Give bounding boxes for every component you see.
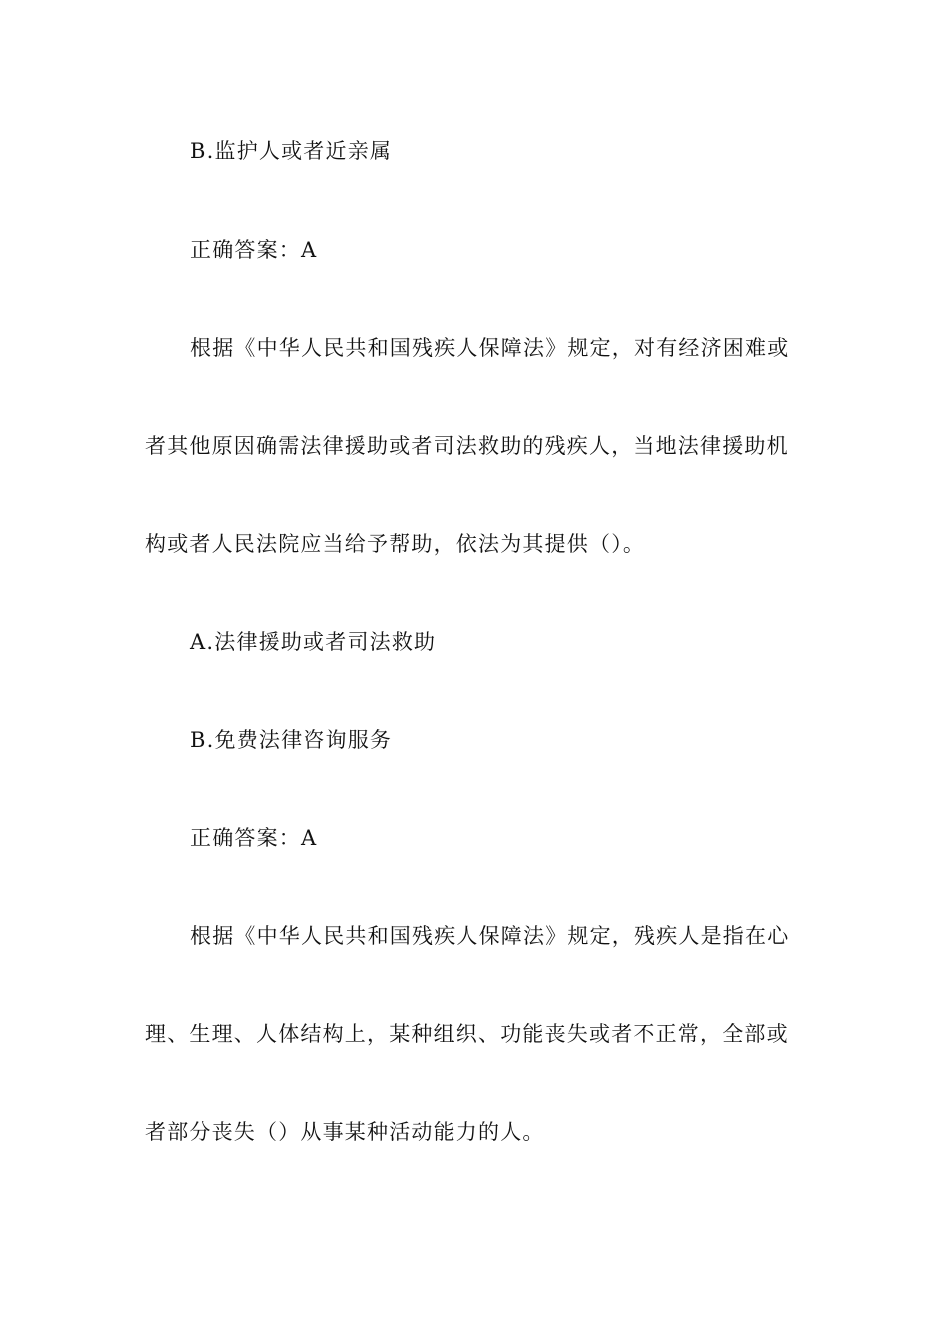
option-b-free-consult: B.免费法律咨询服务 xyxy=(190,728,393,752)
question-2-line-2: 者其他原因确需法律援助或者司法救助的残疾人，当地法律援助机 xyxy=(145,434,789,458)
correct-answer-2: 正确答案：A xyxy=(190,826,318,850)
question-3-line-2: 理、生理、人体结构上，某种组织、功能丧失或者不正常，全部或 xyxy=(145,1022,789,1046)
question-2-line-1: 根据《中华人民共和国残疾人保障法》规定，对有经济困难或 xyxy=(190,336,790,360)
question-3-line-3: 者部分丧失（）从事某种活动能力的人。 xyxy=(145,1120,545,1144)
question-2-line-3: 构或者人民法院应当给予帮助，依法为其提供（）。 xyxy=(145,532,646,556)
option-b-guardian: B.监护人或者近亲属 xyxy=(190,139,393,163)
correct-answer-1: 正确答案：A xyxy=(190,238,318,262)
option-a-legal-aid: A.法律援助或者司法救助 xyxy=(190,630,437,654)
question-3-line-1: 根据《中华人民共和国残疾人保障法》规定，残疾人是指在心 xyxy=(190,924,790,948)
